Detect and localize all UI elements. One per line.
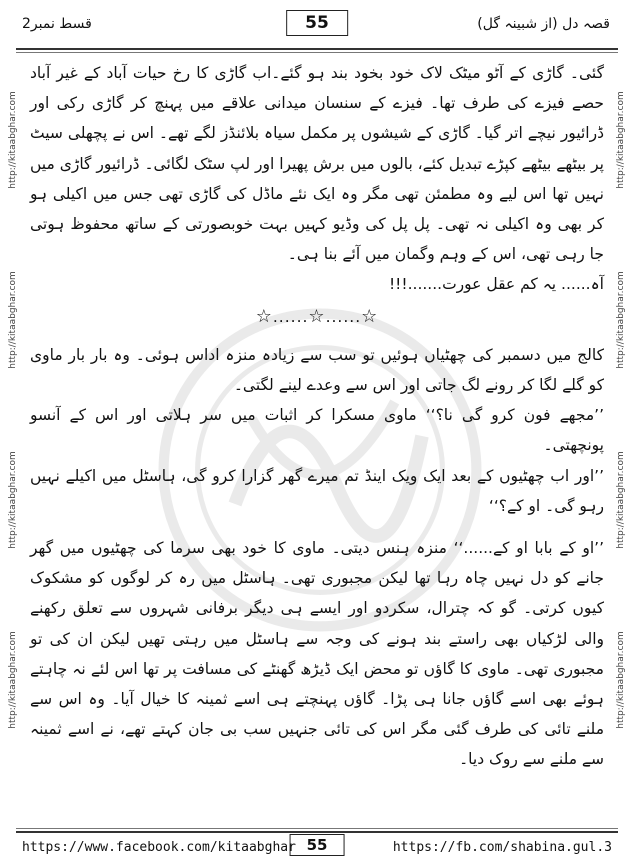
sidebar-link[interactable]: http://kitaabghar.com [616, 631, 626, 729]
sidebar-link[interactable]: http://kitaabghar.com [616, 91, 626, 189]
paragraph: گئی۔ گاڑی کے آٹو میٹک لاک خود بخود بند ہو گئے۔اب گاڑی کا رخ حیات آباد کے غیر آباد حصے فیزے کی طرف تھا۔ فیزے کے سنسان میدانی علاقے میں پہنچ کر گاڑی رکی اور ڈرائیور نیچے اتر گیا۔ گاڑی کے شیشوں پر مکمل سیاہ بلائنڈز لگے تھے۔ اس نے پچھلی سیٹ پر بیٹھے بیٹھے کپڑے تبدیل کئے، بالوں میں برش پھیرا اور لپ سٹک لگائی۔ ڈرائیور گاڑی میں نہیں تھا اس لیے وہ مطمئن تھی مگر وہ ایک نئے ماڈل کی گاڑی تھی جس میں اکیلی ہو کر بھی وہ اکیلی نہ تھی۔ پل پل کی وڈیو کہیں بہت خوبصورتی کے ساتھ محفوظ ہوتی جا رہی تھی، اس کے وہم وگمان میں آئے بنا ہی۔ [30, 64, 604, 264]
paragraph-exclaim: آہ...... یہ کم عقل عورت.......!!! [388, 275, 604, 294]
star-icon: ☆ [361, 305, 379, 327]
sidebar-link[interactable]: http://kitaabghar.com [616, 451, 626, 549]
page-footer [16, 834, 618, 860]
sidebar-link[interactable]: http://kitaabghar.com [8, 271, 18, 369]
header-rule-thin [16, 52, 618, 53]
page-header [16, 6, 618, 46]
episode-label: قسط نمبر2 [22, 16, 92, 32]
divider-dots: ...... [272, 307, 309, 326]
page-number-top: 55 [286, 10, 348, 36]
header-rule [16, 48, 618, 50]
footer-rule [16, 831, 618, 833]
sidebar-link[interactable]: http://kitaabghar.com [8, 451, 18, 549]
paragraph-dialogue: ’’اور اب چھٹیوں کے بعد ایک ویک اینڈ تم میرے گھر گزارا کرو گی، ہاسٹل میں اکیلے نہیں رہو گی۔ او کے؟‘‘ [30, 466, 604, 515]
paragraph: ’’او کے بابا او کے......‘‘ منزہ ہنس دیتی۔ ماوی کا خود بھی سرما کی چھٹیوں میں گھر جانے کو دل نہیں چاہ رہا تھا لیکن مجبوری تھی۔ ہاسٹل میں رہ کر لوگوں کو مشکوک کیوں کرتی۔ گو کہ چترال، سکردو اور ایسے ہی دیگر برفانی شہروں سے تعلق رکھنے والی لڑکیاں بھی راستے بند ہونے کی وجہ سے ہاسٹل میں رہتی تھیں لیکن ان کی تو مجبوری تھی۔ ماوی کا گاؤں تو محض ایک ڈیڑھ گھنٹے کی مسافت پر تھا اس لئے نہ چاہتے ہوئے بھی اسے گاؤں جانا ہی پڑا۔ گاؤں پہنچتے ہی اسے ثمینہ کا خیال آیا۔ وہ اس سے ملنے تائی کی طرف گئی مگر اس کی تائی جنہیں سب بی جان کہتے تھے، نے اسے ثمینہ سے ملنے سے روک دیا۔ [30, 539, 604, 769]
facebook-link-left[interactable]: https://www.facebook.com/kitaabghar [22, 840, 296, 855]
sidebar-link[interactable]: http://kitaabghar.com [616, 271, 626, 369]
sidebar-left [4, 70, 22, 830]
story-text [30, 58, 604, 775]
footer-rule-thin [16, 828, 618, 829]
star-icon: ☆ [255, 305, 273, 327]
paragraph: کالج میں دسمبر کی چھٹیاں ہوئیں تو سب سے زیادہ منزہ اداس ہوئی۔ وہ بار بار ماوی کو گلے لگا کر رونے لگ جاتی اور اس سے وعدے لینے لگتی۔ [30, 345, 604, 395]
sidebar-link[interactable]: http://kitaabghar.com [8, 631, 18, 729]
divider-dots: ...... [325, 307, 362, 326]
section-divider [30, 302, 604, 332]
spacer [30, 521, 604, 533]
facebook-link-right[interactable]: https://fb.com/shabina.gul.3 [392, 840, 612, 855]
sidebar-right [612, 70, 630, 830]
page-number-bottom: 55 [290, 834, 345, 856]
star-icon: ☆ [308, 305, 326, 327]
book-title: قصہ دل (از شبینہ گل) [477, 16, 610, 32]
paragraph-dialogue: ’’مجھے فون کرو گی نا؟‘‘ ماوی مسکرا کر اثبات میں سر ہلاتی اور اس کے آنسو پونچھتی۔ [30, 406, 604, 455]
sidebar-link[interactable]: http://kitaabghar.com [8, 91, 18, 189]
